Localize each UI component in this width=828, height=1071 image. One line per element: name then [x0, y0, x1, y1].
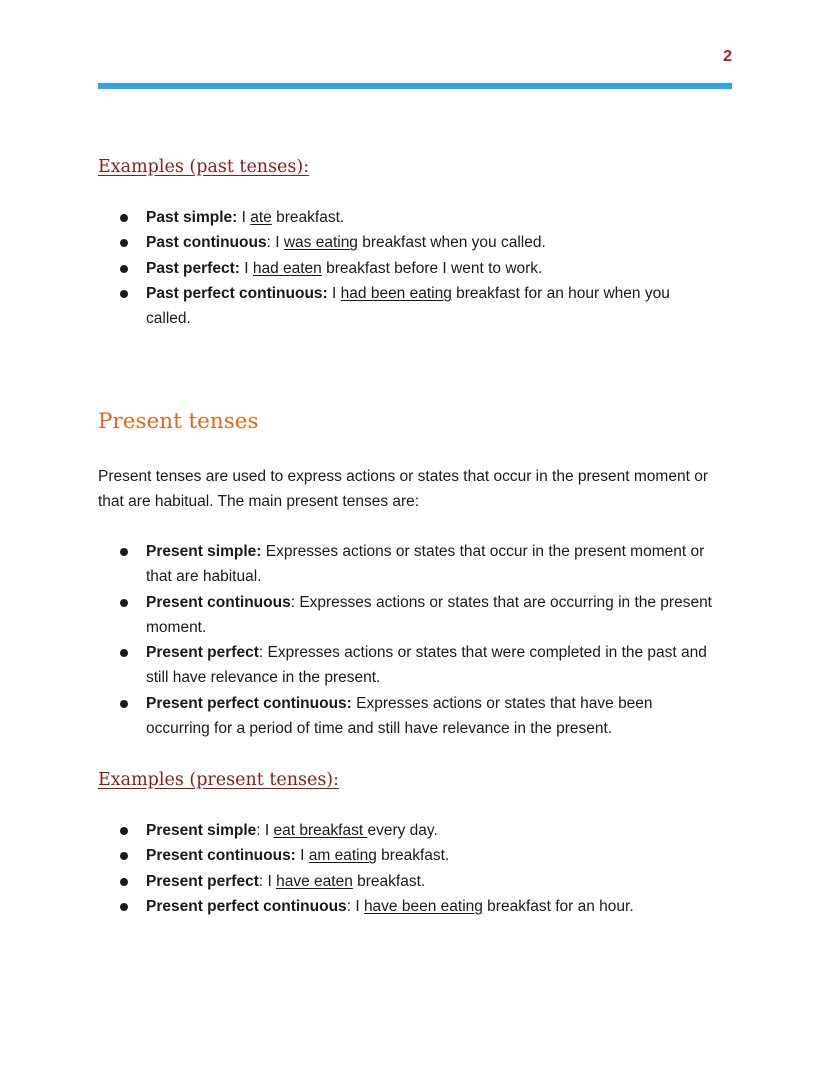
list-item: Past perfect continuous: I had been eating breakfast for an hour when you called. — [98, 281, 718, 332]
tense-label: Present simple: — [146, 543, 262, 560]
bullet-icon — [120, 239, 128, 247]
tense-label: Present simple — [146, 822, 257, 839]
past-examples-list — [98, 205, 718, 331]
list-item: Present continuous: I am eating breakfast. — [98, 843, 718, 868]
tense-label: Past perfect continuous: — [146, 284, 328, 302]
tense-label: Past perfect: — [146, 259, 240, 277]
underlined-verb: had eaten — [252, 259, 322, 277]
underlined-verb: have eaten — [276, 872, 353, 890]
list-item — [98, 539, 718, 590]
bullet-icon — [120, 878, 128, 886]
bullet-icon — [120, 599, 128, 607]
list-item: Past simple: I ate breakfast. — [98, 205, 718, 230]
bullet-icon — [120, 290, 128, 298]
underlined-verb: have been eating — [363, 897, 483, 915]
bullet-icon — [120, 903, 128, 911]
tense-label: Present continuous: — [146, 847, 296, 865]
tense-label: Past continuous — [146, 234, 267, 252]
tense-label: Present perfect continuous: — [146, 694, 352, 712]
header-divider — [98, 83, 732, 89]
tense-label: Present perfect — [146, 644, 259, 662]
past-examples-heading: Examples (past tenses): — [98, 157, 310, 177]
tense-description: Expresses actions or states that were completed in the past and still have relevance in the present. — [146, 644, 707, 687]
list-item: Present perfect: Expresses actions or states that were completed in the past and still have relevance in the present. — [98, 640, 718, 691]
tense-label: Past simple: — [146, 209, 238, 226]
underlined-verb: ate — [250, 209, 272, 226]
list-item: Present perfect: I have eaten breakfast. — [98, 869, 718, 894]
section-title: Present tenses — [98, 409, 259, 434]
list-item: Present continuous: Expresses actions or states that are occurring in the present moment. — [98, 590, 718, 641]
tense-label: Present perfect — [146, 872, 259, 890]
underlined-verb: am eating — [308, 847, 377, 865]
list-item: Past perfect: I had eaten breakfast before I went to work. — [98, 256, 718, 281]
underlined-verb: was eating — [283, 234, 358, 252]
bullet-icon — [120, 852, 128, 860]
tense-description: Expresses actions or states that are occurring in the present moment. — [146, 593, 712, 636]
tense-label: Present continuous — [146, 593, 291, 611]
bullet-icon — [120, 265, 128, 273]
page-number: 2 — [723, 48, 732, 65]
bullet-icon — [120, 548, 128, 556]
bullet-icon — [120, 700, 128, 708]
list-item — [98, 691, 718, 742]
present-examples-list — [98, 818, 718, 919]
tense-description: Expresses actions or states that have been occurring for a period of time and still have relevance in the present. — [146, 694, 653, 738]
tense-description: Expresses actions or states that occur in the present moment or that are habitual. — [146, 543, 705, 586]
tense-label: Present perfect continuous — [146, 897, 347, 915]
bullet-icon — [120, 827, 128, 835]
list-item: Present perfect continuous: I have been eating breakfast for an hour. — [98, 894, 718, 919]
bullet-icon — [120, 214, 128, 222]
present-examples-heading: Examples (present tenses): — [98, 770, 340, 790]
bullet-icon — [120, 649, 128, 657]
underlined-verb: had been eating — [340, 284, 452, 302]
intro-paragraph: Present tenses are used to express actions or states that occur in the present moment or that are habitual. The main present tenses are: — [98, 468, 708, 511]
list-item: Present simple: I eat breakfast every day. — [98, 818, 718, 843]
list-item: Past continuous: I was eating breakfast when you called. — [98, 230, 718, 255]
underlined-verb: eat breakfast — [273, 822, 368, 839]
present-tenses-list — [98, 539, 718, 741]
